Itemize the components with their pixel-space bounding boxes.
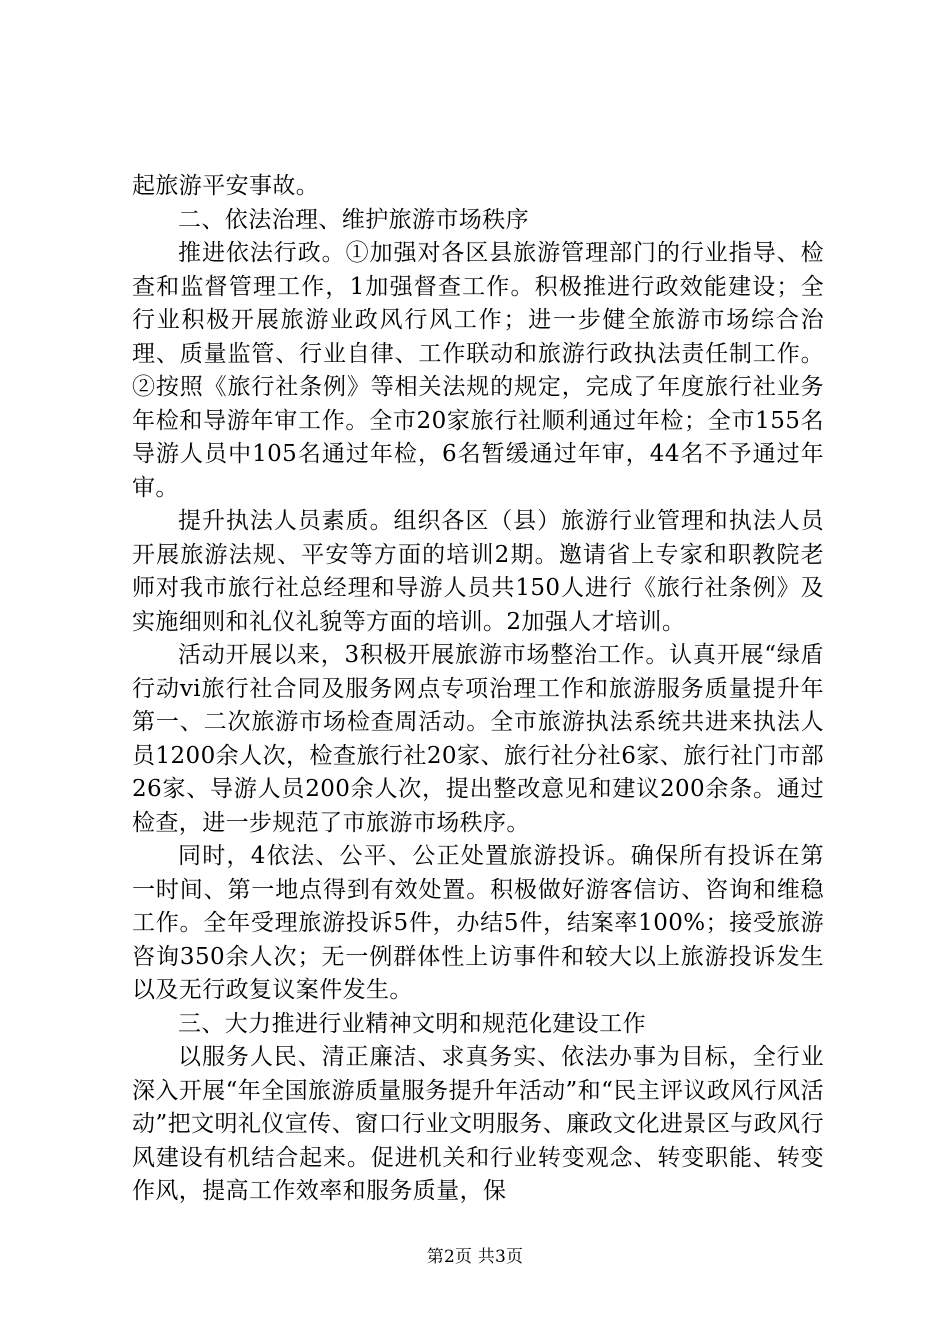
paragraph-continuation: 起旅游平安事故。 [132, 173, 320, 199]
section-heading-2: 二、依法治理、维护旅游市场秩序 [178, 206, 529, 233]
paragraph-staff-training: 提升执法人员素质。组织各区（县）旅游行业管理和执法人员开展旅游法规、平安等方面的培训2期。邀请省上专家和职教院老师对我市旅行社总经理和导游人员共150人进行《旅行社条例》及实施细则和礼仪礼貌等方面的培训。2加强人才培训。 [132, 508, 824, 635]
page-footer: 第2页 共3页 [426, 1247, 524, 1267]
document-body [132, 170, 824, 1209]
paragraph-legal-administration: 推进依法行政。①加强对各区县旅游管理部门的行业指导、检查和监督管理工作，1加强督查工作。积极推进行政效能建设；全行业积极开展旅游业政风行风工作；进一步健全旅游市场综合治理、质量监管、行业自律、工作联动和旅游行政执法责任制工作。②按照《旅行社条例》等相关法规的规定，完成了年度旅行社业务年检和导游年审工作。全市20家旅行社顺利通过年检；全市155名导游人员中105名通过年检，6名暂缓通过年审，44名不予通过年审。 [132, 240, 824, 501]
paragraph-complaint-handling: 同时，4依法、公平、公正处置旅游投诉。确保所有投诉在第一时间、第一地点得到有效处置。积极做好游客信访、咨询和维稳工作。全年受理旅游投诉5件，办结5件，结案率100%；接受旅游咨询350余人次；无一例群体性上访事件和较大以上旅游投诉发生以及无行政复议案件发生。 [132, 843, 824, 1003]
section-heading-3: 三、大力推进行业精神文明和规范化建设工作 [178, 1010, 646, 1037]
paragraph-market-rectification: 活动开展以来，3积极开展旅游市场整治工作。认真开展“绿盾行动vi旅行社合同及服务网点专项治理工作和旅游服务质量提升年第一、二次旅游市场检查周活动。全市旅游执法系统共进来执法人员1200余人次，检查旅行社20家、旅行社分社6家、旅行社门市部26家、导游人员200余人次，提出整改意见和建议200余条。通过检查，进一步规范了市旅游市场秩序。 [132, 642, 824, 836]
paragraph-civilization-building: 以服务人民、清正廉洁、求真务实、依法办事为目标，全行业深入开展“年全国旅游质量服务提升年活动”和“民主评议政风行风活动”把文明礼仪宣传、窗口行业文明服务、廉政文化进景区与政风行风建设有机结合起来。促进机关和行业转变观念、转变职能、转变作风，提高工作效率和服务质量，保 [132, 1044, 824, 1204]
